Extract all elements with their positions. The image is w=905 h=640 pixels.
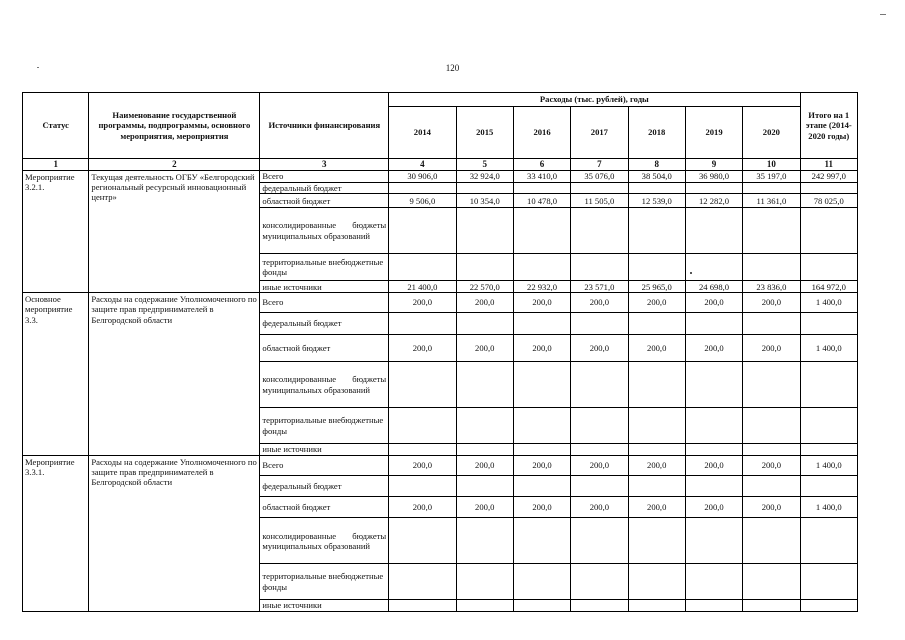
year-value-cell bbox=[513, 182, 570, 194]
year-value-cell: 200,0 bbox=[571, 455, 628, 475]
year-value-cell bbox=[456, 518, 513, 564]
year-value-cell: 21 400,0 bbox=[389, 281, 456, 293]
column-number: 1 bbox=[23, 159, 89, 171]
year-value-cell: 200,0 bbox=[685, 455, 742, 475]
year-value-cell: 200,0 bbox=[628, 497, 685, 518]
header-total: Итого на 1 этапе (2014-2020 годы) bbox=[800, 93, 857, 159]
year-value-cell: 11 505,0 bbox=[571, 194, 628, 208]
year-value-cell bbox=[571, 254, 628, 281]
total-value-cell bbox=[800, 518, 857, 564]
funding-source-cell: областной бюджет bbox=[260, 334, 389, 361]
year-value-cell bbox=[513, 313, 570, 335]
year-value-cell bbox=[685, 443, 742, 455]
year-value-cell bbox=[513, 408, 570, 444]
header-sources: Источники финансирования bbox=[260, 93, 389, 159]
total-value-cell: 1 400,0 bbox=[800, 497, 857, 518]
total-value-cell: 1 400,0 bbox=[800, 334, 857, 361]
year-value-cell bbox=[571, 313, 628, 335]
year-value-cell: 200,0 bbox=[389, 497, 456, 518]
scan-artifact bbox=[880, 14, 886, 15]
year-value-cell bbox=[571, 208, 628, 254]
year-value-cell: 200,0 bbox=[628, 334, 685, 361]
year-value-cell: 200,0 bbox=[513, 334, 570, 361]
column-number: 9 bbox=[685, 159, 742, 171]
year-value-cell: 200,0 bbox=[743, 293, 800, 313]
page-number: 120 bbox=[445, 63, 460, 73]
year-value-cell: 200,0 bbox=[743, 455, 800, 475]
year-value-cell bbox=[571, 443, 628, 455]
header-name: Наименование государственной программы, подпрограммы, основного мероприятия, мероприятия bbox=[89, 93, 260, 159]
year-value-cell: 200,0 bbox=[513, 455, 570, 475]
column-number: 8 bbox=[628, 159, 685, 171]
column-number: 10 bbox=[743, 159, 800, 171]
table-body bbox=[23, 170, 858, 611]
total-value-cell: 78 025,0 bbox=[800, 194, 857, 208]
year-value-cell bbox=[685, 408, 742, 444]
year-value-cell bbox=[389, 182, 456, 194]
status-cell: Мероприятие 3.3.1. bbox=[23, 455, 89, 611]
year-value-cell bbox=[743, 600, 800, 612]
activity-name-cell: Расходы на содержание Уполномоченного по защите прав предпринимателей в Белгородской области bbox=[89, 455, 260, 611]
year-value-cell bbox=[456, 564, 513, 600]
year-value-cell bbox=[685, 254, 742, 281]
year-value-cell bbox=[513, 208, 570, 254]
year-value-cell: 200,0 bbox=[628, 293, 685, 313]
year-value-cell: 200,0 bbox=[685, 293, 742, 313]
funding-source-cell: Всего bbox=[260, 170, 389, 182]
year-value-cell bbox=[743, 443, 800, 455]
year-value-cell bbox=[456, 475, 513, 497]
year-value-cell: 24 698,0 bbox=[685, 281, 742, 293]
year-value-cell: 200,0 bbox=[513, 293, 570, 313]
header-year: 2015 bbox=[456, 107, 513, 159]
header-year: 2018 bbox=[628, 107, 685, 159]
funding-source-cell: Всего bbox=[260, 293, 389, 313]
year-value-cell: 9 506,0 bbox=[389, 194, 456, 208]
year-value-cell bbox=[456, 182, 513, 194]
year-value-cell bbox=[571, 564, 628, 600]
funding-source-cell: областной бюджет bbox=[260, 497, 389, 518]
year-value-cell bbox=[628, 518, 685, 564]
year-value-cell bbox=[685, 313, 742, 335]
status-cell: Основное мероприятие 3.3. bbox=[23, 293, 89, 456]
year-value-cell: 32 924,0 bbox=[456, 170, 513, 182]
year-value-cell bbox=[628, 600, 685, 612]
year-value-cell: 200,0 bbox=[513, 497, 570, 518]
year-value-cell bbox=[685, 182, 742, 194]
column-number: 5 bbox=[456, 159, 513, 171]
year-value-cell bbox=[743, 564, 800, 600]
total-value-cell: 1 400,0 bbox=[800, 455, 857, 475]
year-value-cell bbox=[628, 208, 685, 254]
header-expenses: Расходы (тыс. рублей), годы bbox=[389, 93, 800, 107]
year-value-cell: 35 076,0 bbox=[571, 170, 628, 182]
funding-source-cell: территориальные внебюджетные фонды bbox=[260, 564, 389, 600]
year-value-cell bbox=[743, 254, 800, 281]
year-value-cell bbox=[743, 313, 800, 335]
year-value-cell bbox=[743, 408, 800, 444]
total-value-cell: 1 400,0 bbox=[800, 293, 857, 313]
year-value-cell: 200,0 bbox=[389, 334, 456, 361]
column-number: 2 bbox=[89, 159, 260, 171]
year-value-cell: 200,0 bbox=[685, 497, 742, 518]
year-value-cell: 22 570,0 bbox=[456, 281, 513, 293]
year-value-cell bbox=[685, 208, 742, 254]
year-value-cell bbox=[513, 600, 570, 612]
scan-artifact bbox=[37, 67, 39, 68]
year-value-cell: 200,0 bbox=[685, 334, 742, 361]
total-value-cell bbox=[800, 443, 857, 455]
header-row bbox=[23, 93, 858, 107]
year-value-cell bbox=[513, 443, 570, 455]
activity-name-cell: Расходы на содержание Уполномоченного по защите прав предпринимателей в Белгородской области bbox=[89, 293, 260, 456]
year-value-cell bbox=[456, 208, 513, 254]
activity-name-cell: Текущая деятельность ОГБУ «Белгородский региональный ресурсный инновационный центр» bbox=[89, 170, 260, 292]
total-value-cell bbox=[800, 362, 857, 408]
year-value-cell bbox=[389, 408, 456, 444]
funding-source-cell: консолидированные бюджеты муниципальных образований bbox=[260, 362, 389, 408]
year-value-cell: 30 906,0 bbox=[389, 170, 456, 182]
year-value-cell bbox=[513, 518, 570, 564]
year-value-cell bbox=[389, 475, 456, 497]
year-value-cell: 22 932,0 bbox=[513, 281, 570, 293]
column-number: 11 bbox=[800, 159, 857, 171]
year-value-cell: 25 965,0 bbox=[628, 281, 685, 293]
year-value-cell: 200,0 bbox=[456, 497, 513, 518]
year-value-cell bbox=[628, 564, 685, 600]
year-value-cell bbox=[571, 475, 628, 497]
year-value-cell: 23 836,0 bbox=[743, 281, 800, 293]
header-year: 2016 bbox=[513, 107, 570, 159]
year-value-cell bbox=[743, 475, 800, 497]
year-value-cell: 12 539,0 bbox=[628, 194, 685, 208]
funding-source-cell: консолидированные бюджеты муниципальных образований bbox=[260, 518, 389, 564]
funding-source-cell: федеральный бюджет bbox=[260, 313, 389, 335]
column-number: 6 bbox=[513, 159, 570, 171]
year-value-cell: 200,0 bbox=[743, 497, 800, 518]
year-value-cell bbox=[628, 408, 685, 444]
year-value-cell bbox=[685, 564, 742, 600]
year-value-cell bbox=[685, 600, 742, 612]
year-value-cell: 200,0 bbox=[456, 455, 513, 475]
year-value-cell bbox=[456, 254, 513, 281]
year-value-cell bbox=[628, 475, 685, 497]
column-number-row bbox=[23, 159, 858, 171]
year-value-cell: 33 410,0 bbox=[513, 170, 570, 182]
year-value-cell bbox=[456, 362, 513, 408]
total-value-cell bbox=[800, 600, 857, 612]
total-value-cell: 164 972,0 bbox=[800, 281, 857, 293]
year-value-cell bbox=[571, 600, 628, 612]
funding-source-cell: территориальные внебюджетные фонды bbox=[260, 254, 389, 281]
year-value-cell: 10 354,0 bbox=[456, 194, 513, 208]
year-value-cell: 200,0 bbox=[389, 293, 456, 313]
year-value-cell bbox=[513, 362, 570, 408]
funding-source-cell: консолидированные бюджеты муниципальных образований bbox=[260, 208, 389, 254]
funding-source-cell: Всего bbox=[260, 455, 389, 475]
funding-source-cell: территориальные внебюджетные фонды bbox=[260, 408, 389, 444]
year-value-cell: 200,0 bbox=[456, 334, 513, 361]
year-value-cell: 200,0 bbox=[571, 497, 628, 518]
total-value-cell: 242 997,0 bbox=[800, 170, 857, 182]
year-value-cell bbox=[628, 443, 685, 455]
year-value-cell: 23 571,0 bbox=[571, 281, 628, 293]
year-value-cell bbox=[743, 208, 800, 254]
year-value-cell bbox=[389, 254, 456, 281]
year-value-cell bbox=[389, 564, 456, 600]
year-value-cell bbox=[389, 313, 456, 335]
year-value-cell: 36 980,0 bbox=[685, 170, 742, 182]
header-status: Статус bbox=[23, 93, 89, 159]
year-value-cell bbox=[389, 600, 456, 612]
year-value-cell: 200,0 bbox=[628, 455, 685, 475]
year-value-cell bbox=[513, 475, 570, 497]
year-value-cell bbox=[389, 518, 456, 564]
year-value-cell: 200,0 bbox=[743, 334, 800, 361]
column-number: 7 bbox=[571, 159, 628, 171]
year-value-cell: 12 282,0 bbox=[685, 194, 742, 208]
total-value-cell bbox=[800, 182, 857, 194]
year-value-cell: 200,0 bbox=[571, 293, 628, 313]
year-value-cell bbox=[571, 362, 628, 408]
year-value-cell bbox=[628, 182, 685, 194]
year-value-cell: 200,0 bbox=[456, 293, 513, 313]
funding-source-cell: иные источники bbox=[260, 281, 389, 293]
header-year: 2019 bbox=[685, 107, 742, 159]
year-value-cell bbox=[685, 518, 742, 564]
year-value-cell bbox=[456, 408, 513, 444]
year-value-cell bbox=[571, 182, 628, 194]
table-row bbox=[23, 170, 858, 182]
year-value-cell: 38 504,0 bbox=[628, 170, 685, 182]
year-value-cell bbox=[456, 600, 513, 612]
total-value-cell bbox=[800, 475, 857, 497]
total-value-cell bbox=[800, 564, 857, 600]
year-value-cell bbox=[628, 362, 685, 408]
header-year: 2014 bbox=[389, 107, 456, 159]
year-value-cell bbox=[743, 182, 800, 194]
year-value-cell bbox=[571, 518, 628, 564]
funding-source-cell: областной бюджет bbox=[260, 194, 389, 208]
column-number: 3 bbox=[260, 159, 389, 171]
total-value-cell bbox=[800, 313, 857, 335]
year-value-cell bbox=[743, 362, 800, 408]
year-value-cell: 200,0 bbox=[389, 455, 456, 475]
year-value-cell bbox=[513, 254, 570, 281]
year-value-cell bbox=[389, 443, 456, 455]
table-row bbox=[23, 293, 858, 313]
header-year: 2017 bbox=[571, 107, 628, 159]
year-value-cell bbox=[628, 313, 685, 335]
year-value-cell bbox=[389, 362, 456, 408]
year-value-cell: 10 478,0 bbox=[513, 194, 570, 208]
funding-source-cell: федеральный бюджет bbox=[260, 475, 389, 497]
table-row bbox=[23, 455, 858, 475]
header-year: 2020 bbox=[743, 107, 800, 159]
year-value-cell bbox=[685, 362, 742, 408]
year-value-cell: 35 197,0 bbox=[743, 170, 800, 182]
year-value-cell: 200,0 bbox=[571, 334, 628, 361]
total-value-cell bbox=[800, 408, 857, 444]
status-cell: Мероприятие 3.2.1. bbox=[23, 170, 89, 292]
column-number: 4 bbox=[389, 159, 456, 171]
total-value-cell bbox=[800, 254, 857, 281]
funding-source-cell: иные источники bbox=[260, 600, 389, 612]
funding-source-cell: федеральный бюджет bbox=[260, 182, 389, 194]
year-value-cell bbox=[513, 564, 570, 600]
year-value-cell bbox=[743, 518, 800, 564]
budget-table bbox=[22, 92, 858, 612]
funding-source-cell: иные источники bbox=[260, 443, 389, 455]
year-value-cell: 11 361,0 bbox=[743, 194, 800, 208]
total-value-cell bbox=[800, 208, 857, 254]
year-value-cell bbox=[571, 408, 628, 444]
year-value-cell bbox=[456, 443, 513, 455]
year-value-cell bbox=[628, 254, 685, 281]
year-value-cell bbox=[456, 313, 513, 335]
year-value-cell bbox=[389, 208, 456, 254]
year-value-cell bbox=[685, 475, 742, 497]
